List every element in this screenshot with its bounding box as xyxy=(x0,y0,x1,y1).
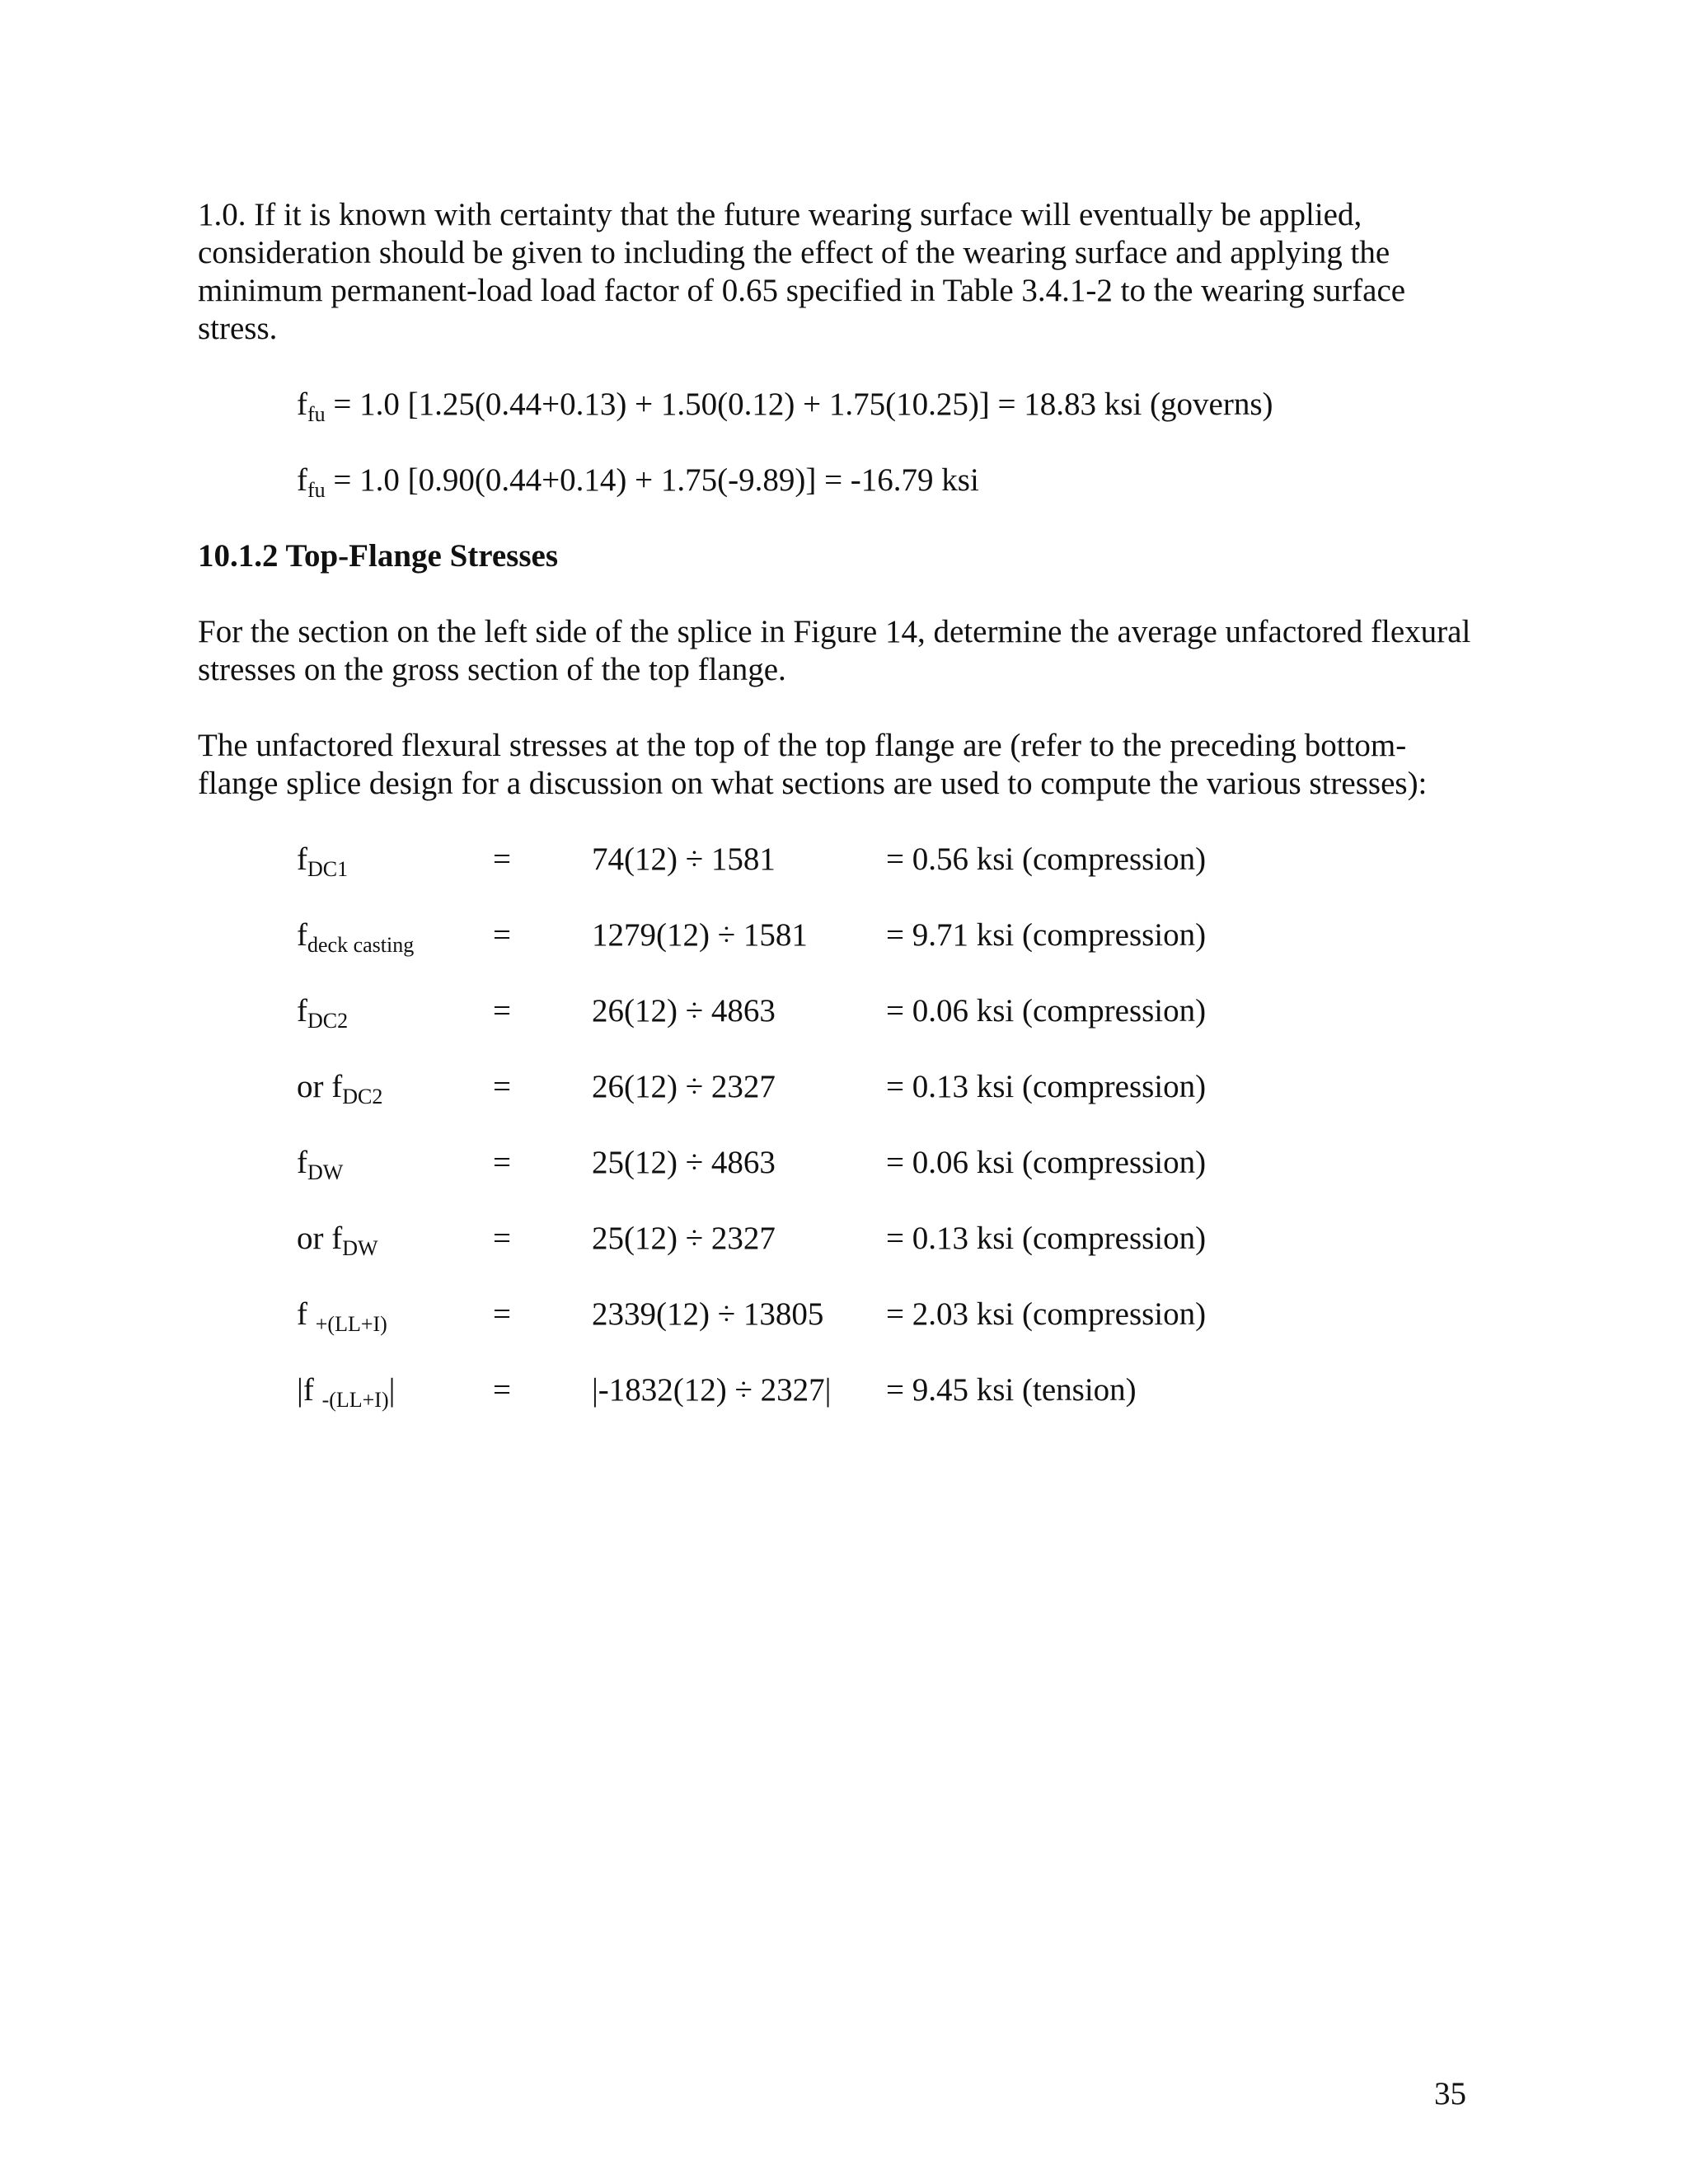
equals-sign: = xyxy=(493,1069,511,1104)
stresses-intro-paragraph: The unfactored flexural stresses at the top of the top flange are (refer to the preceding bottom-flange splice design for a discussion on what sections are used to compute the various stresses): xyxy=(198,728,1428,801)
equals-sign: = xyxy=(493,1145,511,1180)
equation-expression: = 1.0 [1.25(0.44+0.13) + 1.50(0.12) + 1.75(10.25)] = 18.83 ksi (governs) xyxy=(325,387,1273,422)
stress-expression: 25(12) ÷ 2327 xyxy=(592,1221,776,1256)
stress-symbol: f $_{+(LL+I)}$ xyxy=(297,1296,387,1336)
page-number: 35 xyxy=(1434,2076,1466,2111)
stress-expression: 26(12) ÷ 2327 xyxy=(592,1069,776,1104)
equation-expression: = 1.0 [0.90(0.44+0.14) + 1.75(-9.89)] = -16.79 ksi xyxy=(325,462,979,498)
stress-row xyxy=(0,992,1688,1033)
stress-expression: 1279(12) ÷ 1581 xyxy=(592,917,808,953)
stress-symbol: or $f_{DC2}$ xyxy=(297,1069,383,1108)
section-intro-paragraph: For the section on the left side of the splice in Figure 14, determine the average unfactored flexural stresses on the gross section of the top flange. xyxy=(198,614,1471,687)
stress-symbol: $f_{DC1}$ xyxy=(297,841,349,881)
equals-sign: = xyxy=(493,1221,511,1256)
equation-negative xyxy=(297,462,979,502)
section-heading: 10.1.2 Top-Flange Stresses xyxy=(198,538,558,574)
stress-expression: 26(12) ÷ 4863 xyxy=(592,993,776,1029)
stress-symbol: $f_{DW}$ xyxy=(297,1145,344,1184)
stress-row xyxy=(0,916,1688,957)
stress-row xyxy=(0,1371,1688,1412)
equals-sign: = xyxy=(493,1372,511,1408)
stress-expression: 74(12) ÷ 1581 xyxy=(592,841,776,877)
stress-symbol: |f $_{-(LL+I)}$| xyxy=(297,1372,396,1412)
stress-expression: 2339(12) ÷ 13805 xyxy=(592,1296,824,1332)
equals-sign: = xyxy=(493,1296,511,1332)
equals-sign: = xyxy=(493,841,511,877)
stress-symbol: $f_{DC2}$ xyxy=(297,993,349,1033)
stress-result: = 9.45 ksi (tension) xyxy=(886,1372,1137,1408)
stress-symbol: $f_{deck casting}$ xyxy=(297,917,415,957)
stress-row xyxy=(0,1068,1688,1106)
stress-row xyxy=(0,1144,1688,1182)
intro-paragraph: 1.0. If it is known with certainty that the future wearing surface will eventually be applied, consideration should be given to including the effect of the wearing surface and applying the minimum permanent-load load factor of 0.65 specified in Table 3.4.1-2 to the wearing surface stress. xyxy=(198,197,1406,346)
stress-result: = 9.71 ksi (compression) xyxy=(886,917,1207,953)
equation-symbol: f xyxy=(297,462,307,498)
equals-sign: = xyxy=(493,993,511,1029)
stress-row xyxy=(0,1296,1688,1336)
stress-expression: 25(12) ÷ 4863 xyxy=(592,1145,776,1180)
equation-subscript: fu xyxy=(307,402,326,426)
stress-result: = 0.56 ksi (compression) xyxy=(886,841,1207,877)
stress-expression: |-1832(12) ÷ 2327| xyxy=(592,1372,832,1408)
stress-result: = 0.06 ksi (compression) xyxy=(886,1145,1207,1180)
stress-result: = 0.13 ksi (compression) xyxy=(886,1221,1207,1256)
equation-governs xyxy=(297,386,1273,424)
stress-result: = 0.13 ksi (compression) xyxy=(886,1069,1207,1104)
stress-result: = 2.03 ksi (compression) xyxy=(886,1296,1207,1332)
stress-row xyxy=(0,1220,1688,1258)
stress-result: = 0.06 ksi (compression) xyxy=(886,993,1207,1029)
equals-sign: = xyxy=(493,917,511,953)
equation-symbol: f xyxy=(297,387,307,422)
stress-row xyxy=(0,841,1688,879)
stress-symbol: or $f_{DW}$ xyxy=(297,1221,378,1260)
equation-subscript: fu xyxy=(307,478,326,502)
